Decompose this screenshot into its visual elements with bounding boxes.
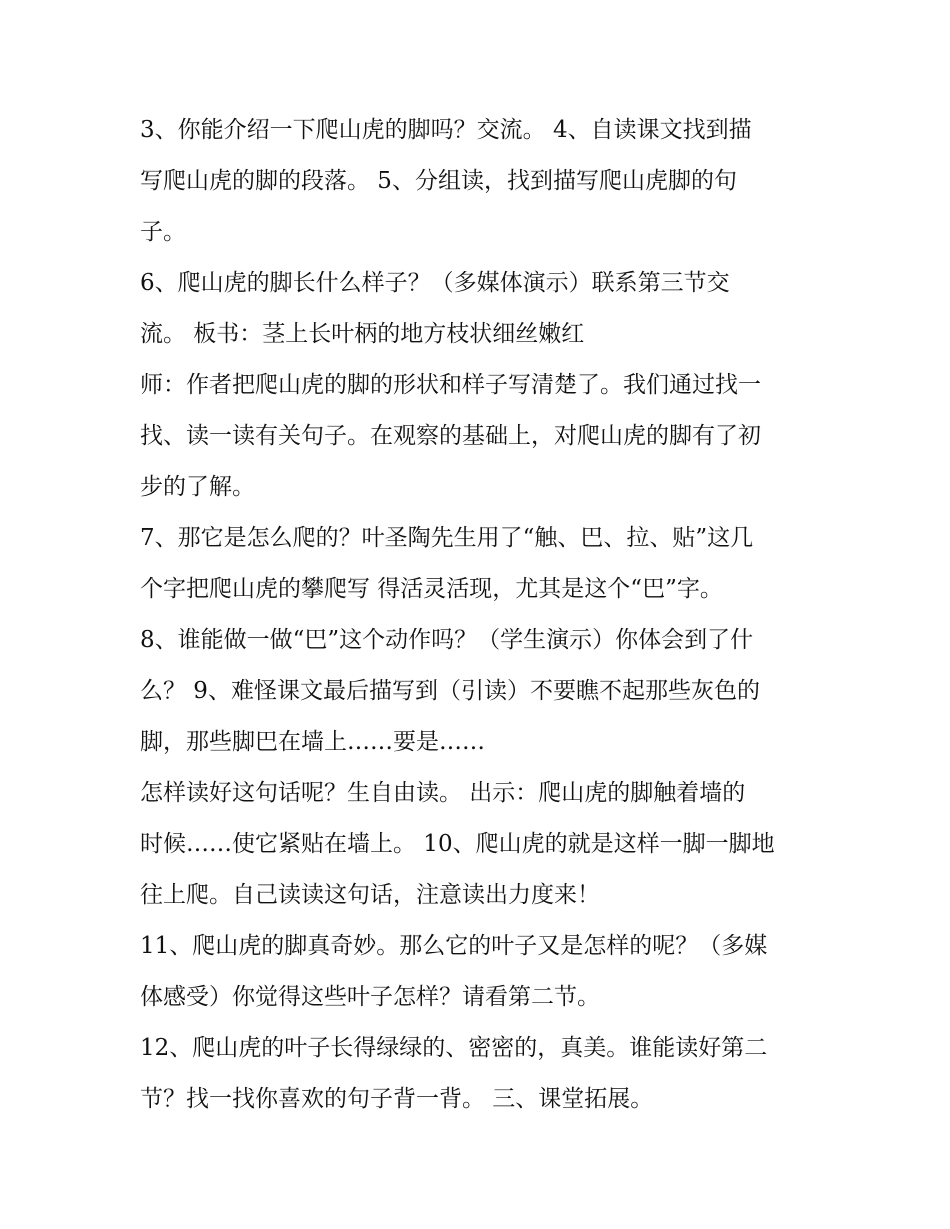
text-line: 么？ 9、难怪课文最后描写到（引读）不要瞧不起那些灰色的 xyxy=(140,678,760,704)
text-line: 时候……使它紧贴在墙上。 10、爬山虎的就是这样一脚一脚地 xyxy=(140,831,775,857)
text-line: 写爬山虎的脚的段落。 5、分组读，找到描写爬山虎脚的句 xyxy=(140,168,737,194)
text-line: 7、那它是怎么爬的？叶圣陶先生用了“触、巴、拉、贴”这几 xyxy=(140,525,754,551)
text-line: 怎样读好这句话呢？生自由读。 出示：爬山虎的脚触着墙的 xyxy=(140,780,746,806)
text-line: 体感受）你觉得这些叶子怎样？请看第二节。 xyxy=(140,984,600,1010)
text-line: 12、爬山虎的叶子长得绿绿的、密密的，真美。谁能读好第二 xyxy=(140,1035,768,1061)
text-line: 个字把爬山虎的攀爬写 得活灵活现，尤其是这个“巴”字。 xyxy=(140,576,723,602)
text-line: 8、谁能做一做“巴”这个动作吗？（学生演示）你体会到了什 xyxy=(140,627,754,653)
text-line: 3、你能介绍一下爬山虎的脚吗？交流。 4、自读课文找到描 xyxy=(140,117,752,143)
text-line: 6、爬山虎的脚长什么样子？（多媒体演示）联系第三节交 xyxy=(140,270,730,296)
document-body xyxy=(140,110,820,1130)
text-line: 脚，那些脚巴在墙上……要是…… xyxy=(140,729,485,755)
text-line: 子。 xyxy=(140,219,186,245)
text-line: 步的了解。 xyxy=(140,474,255,500)
text-line: 流。 板书：茎上长叶柄的地方枝状细丝嫩红 xyxy=(140,321,585,347)
text-line: 11、爬山虎的脚真奇妙。那么它的叶子又是怎样的呢？（多媒 xyxy=(140,933,768,959)
text-line: 往上爬。自己读读这句话，注意读出力度来！ xyxy=(140,882,600,908)
text-line: 找、读一读有关句子。在观察的基础上，对爬山虎的脚有了初 xyxy=(140,423,761,449)
text-line: 师：作者把爬山虎的脚的形状和样子写清楚了。我们通过找一 xyxy=(140,372,761,398)
text-line: 节？找一找你喜欢的句子背一背。 三、课堂拓展。 xyxy=(140,1086,654,1112)
